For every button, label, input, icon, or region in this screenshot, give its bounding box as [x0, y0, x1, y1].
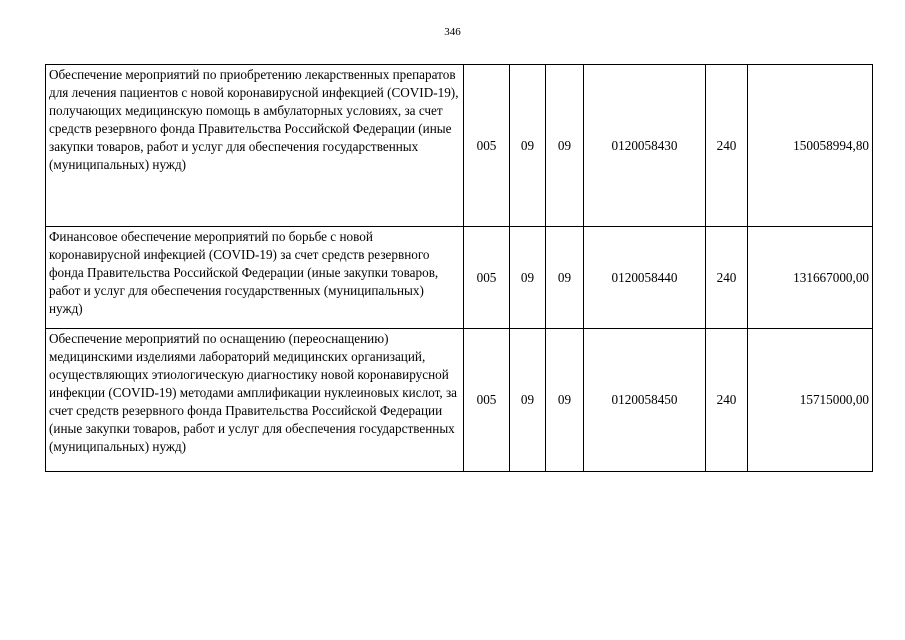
subsection-code: 09	[546, 329, 584, 472]
row-description: Обеспечение мероприятий по оснащению (переоснащению) медицинскими изделиями лабораторий медицинских организаций, осуществляющих этиологическую диагностику новой коронавирусной инфекции (COVID-19) методами амплификации нуклеиновых кислот, за счет средств резервного фонда Правительства Российской Федерации (иные закупки товаров, работ и услуг для обеспечения государственных (муниципальных) нужд)	[49, 331, 458, 454]
row-description: Обеспечение мероприятий по приобретению лекарственных препаратов для лечения пациентов с новой коронавирусной инфекцией (COVID-19), получающих медицинскую помощь в амбулаторных условиях, за счет средств резервного фонда Правительства Российской Федерации (иные закупки товаров, работ и услуг для обеспечения государственных (муниципальных) нужд)	[49, 67, 459, 172]
ministry-code: 005	[464, 227, 510, 329]
target-article-code: 0120058440	[584, 227, 706, 329]
table-row	[46, 65, 873, 227]
section-code: 09	[510, 65, 546, 227]
amount: 15715000,00	[748, 329, 873, 472]
budget-table	[45, 64, 873, 472]
table-row	[46, 329, 873, 472]
table-row	[46, 227, 873, 329]
amount: 150058994,80	[748, 65, 873, 227]
expense-type-code: 240	[706, 329, 748, 472]
ministry-code: 005	[464, 65, 510, 227]
ministry-code: 005	[464, 329, 510, 472]
target-article-code: 0120058450	[584, 329, 706, 472]
row-description: Финансовое обеспечение мероприятий по борьбе с новой коронавирусной инфекцией (COVID-19) за счет средств резервного фонда Правительства Российской Федерации (иные закупки товаров, работ и услуг для обеспечения государственных (муниципальных) нужд)	[49, 229, 439, 316]
section-code: 09	[510, 227, 546, 329]
expense-type-code: 240	[706, 227, 748, 329]
subsection-code: 09	[546, 227, 584, 329]
row-description-cell	[46, 227, 464, 329]
amount: 131667000,00	[748, 227, 873, 329]
subsection-code: 09	[546, 65, 584, 227]
row-description-cell	[46, 329, 464, 472]
target-article-code: 0120058430	[584, 65, 706, 227]
row-description-cell	[46, 65, 464, 227]
section-code: 09	[510, 329, 546, 472]
page-number: 346	[444, 26, 461, 38]
expense-type-code: 240	[706, 65, 748, 227]
